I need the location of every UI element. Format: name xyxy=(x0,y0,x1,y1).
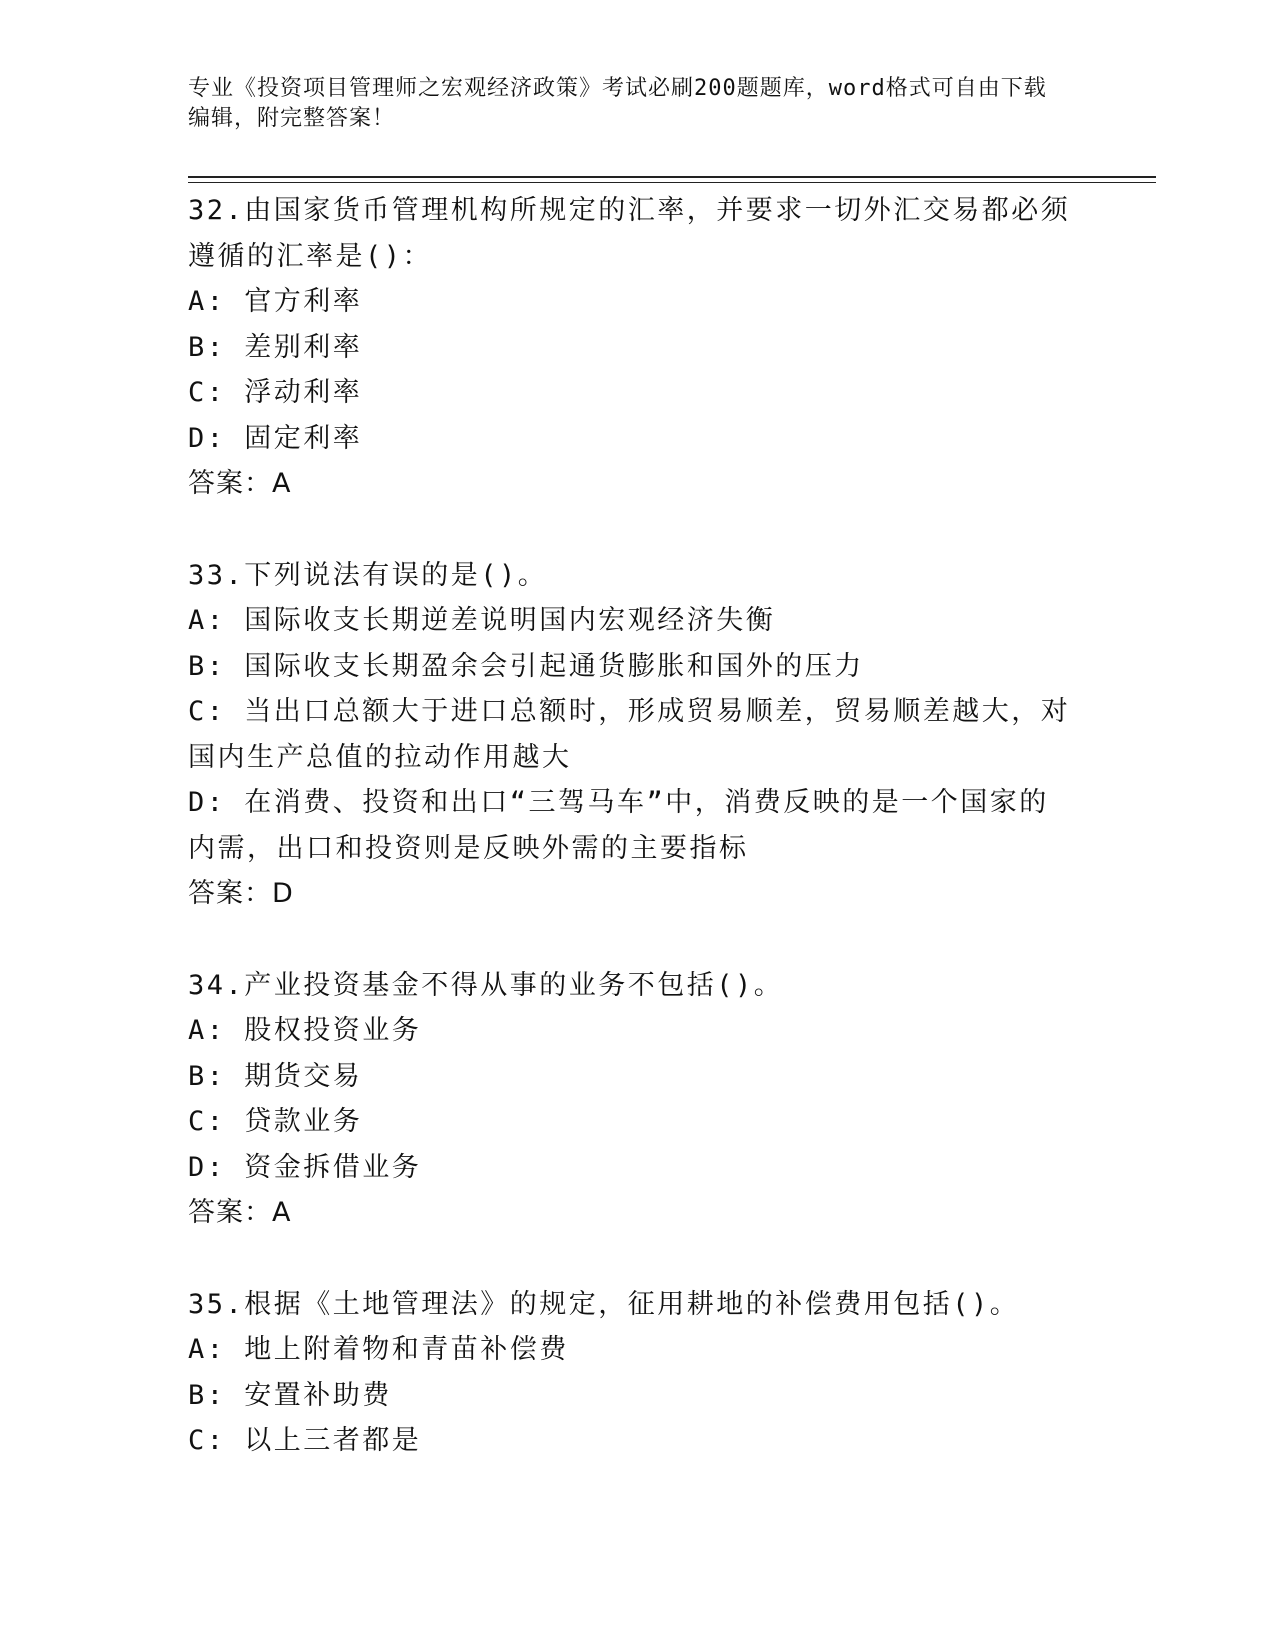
option-c: C: 贷款业务 xyxy=(188,1106,363,1137)
option-d: D: 在消费、投资和出口“三驾马车”中，消费反映的是一个国家的内需，出口和投资则是反映外需的主要指标 xyxy=(188,787,1049,864)
document-header: 专业《投资项目管理师之宏观经济政策》考试必刷200题题库，word格式可自由下载编辑，附完整答案！ xyxy=(188,76,1047,131)
option-c: C: 以上三者都是 xyxy=(188,1425,422,1456)
question-32 xyxy=(188,188,1088,507)
header-divider xyxy=(188,176,1156,178)
option-d: D: 固定利率 xyxy=(188,422,363,454)
answer: 答案：D xyxy=(188,878,294,909)
option-b: B: 安置补助费 xyxy=(188,1379,392,1411)
question-stem: 32.由国家货币管理机构所规定的汇率，并要求一切外汇交易都必须遵循的汇率是()： xyxy=(188,195,1071,272)
option-a: A: 股权投资业务 xyxy=(188,1015,422,1046)
option-b: B: 差别利率 xyxy=(188,331,363,363)
question-stem: 34.产业投资基金不得从事的业务不包括()。 xyxy=(188,969,784,1001)
option-a: A: 地上附着物和青苗补偿费 xyxy=(188,1334,569,1365)
option-c: C: 浮动利率 xyxy=(188,377,363,408)
option-a: A: 官方利率 xyxy=(188,286,363,317)
question-35 xyxy=(188,1282,1088,1464)
question-33 xyxy=(188,553,1088,917)
option-a: A: 国际收支长期逆差说明国内宏观经济失衡 xyxy=(188,605,776,636)
answer: 答案：A xyxy=(188,468,292,499)
question-stem: 33.下列说法有误的是()。 xyxy=(188,559,548,591)
header-divider-thin xyxy=(188,182,1156,183)
question-34 xyxy=(188,963,1088,1236)
option-d: D: 资金拆借业务 xyxy=(188,1151,422,1183)
option-b: B: 国际收支长期盈余会引起通货膨胀和国外的压力 xyxy=(188,650,864,682)
option-b: B: 期货交易 xyxy=(188,1060,363,1092)
question-stem: 35.根据《土地管理法》的规定，征用耕地的补偿费用包括()。 xyxy=(188,1288,1020,1320)
question-list xyxy=(188,188,1088,1510)
answer: 答案：A xyxy=(188,1197,292,1228)
option-c: C: 当出口总额大于进口总额时，形成贸易顺差，贸易顺差越大，对国内生产总值的拉动作用越大 xyxy=(188,696,1071,773)
